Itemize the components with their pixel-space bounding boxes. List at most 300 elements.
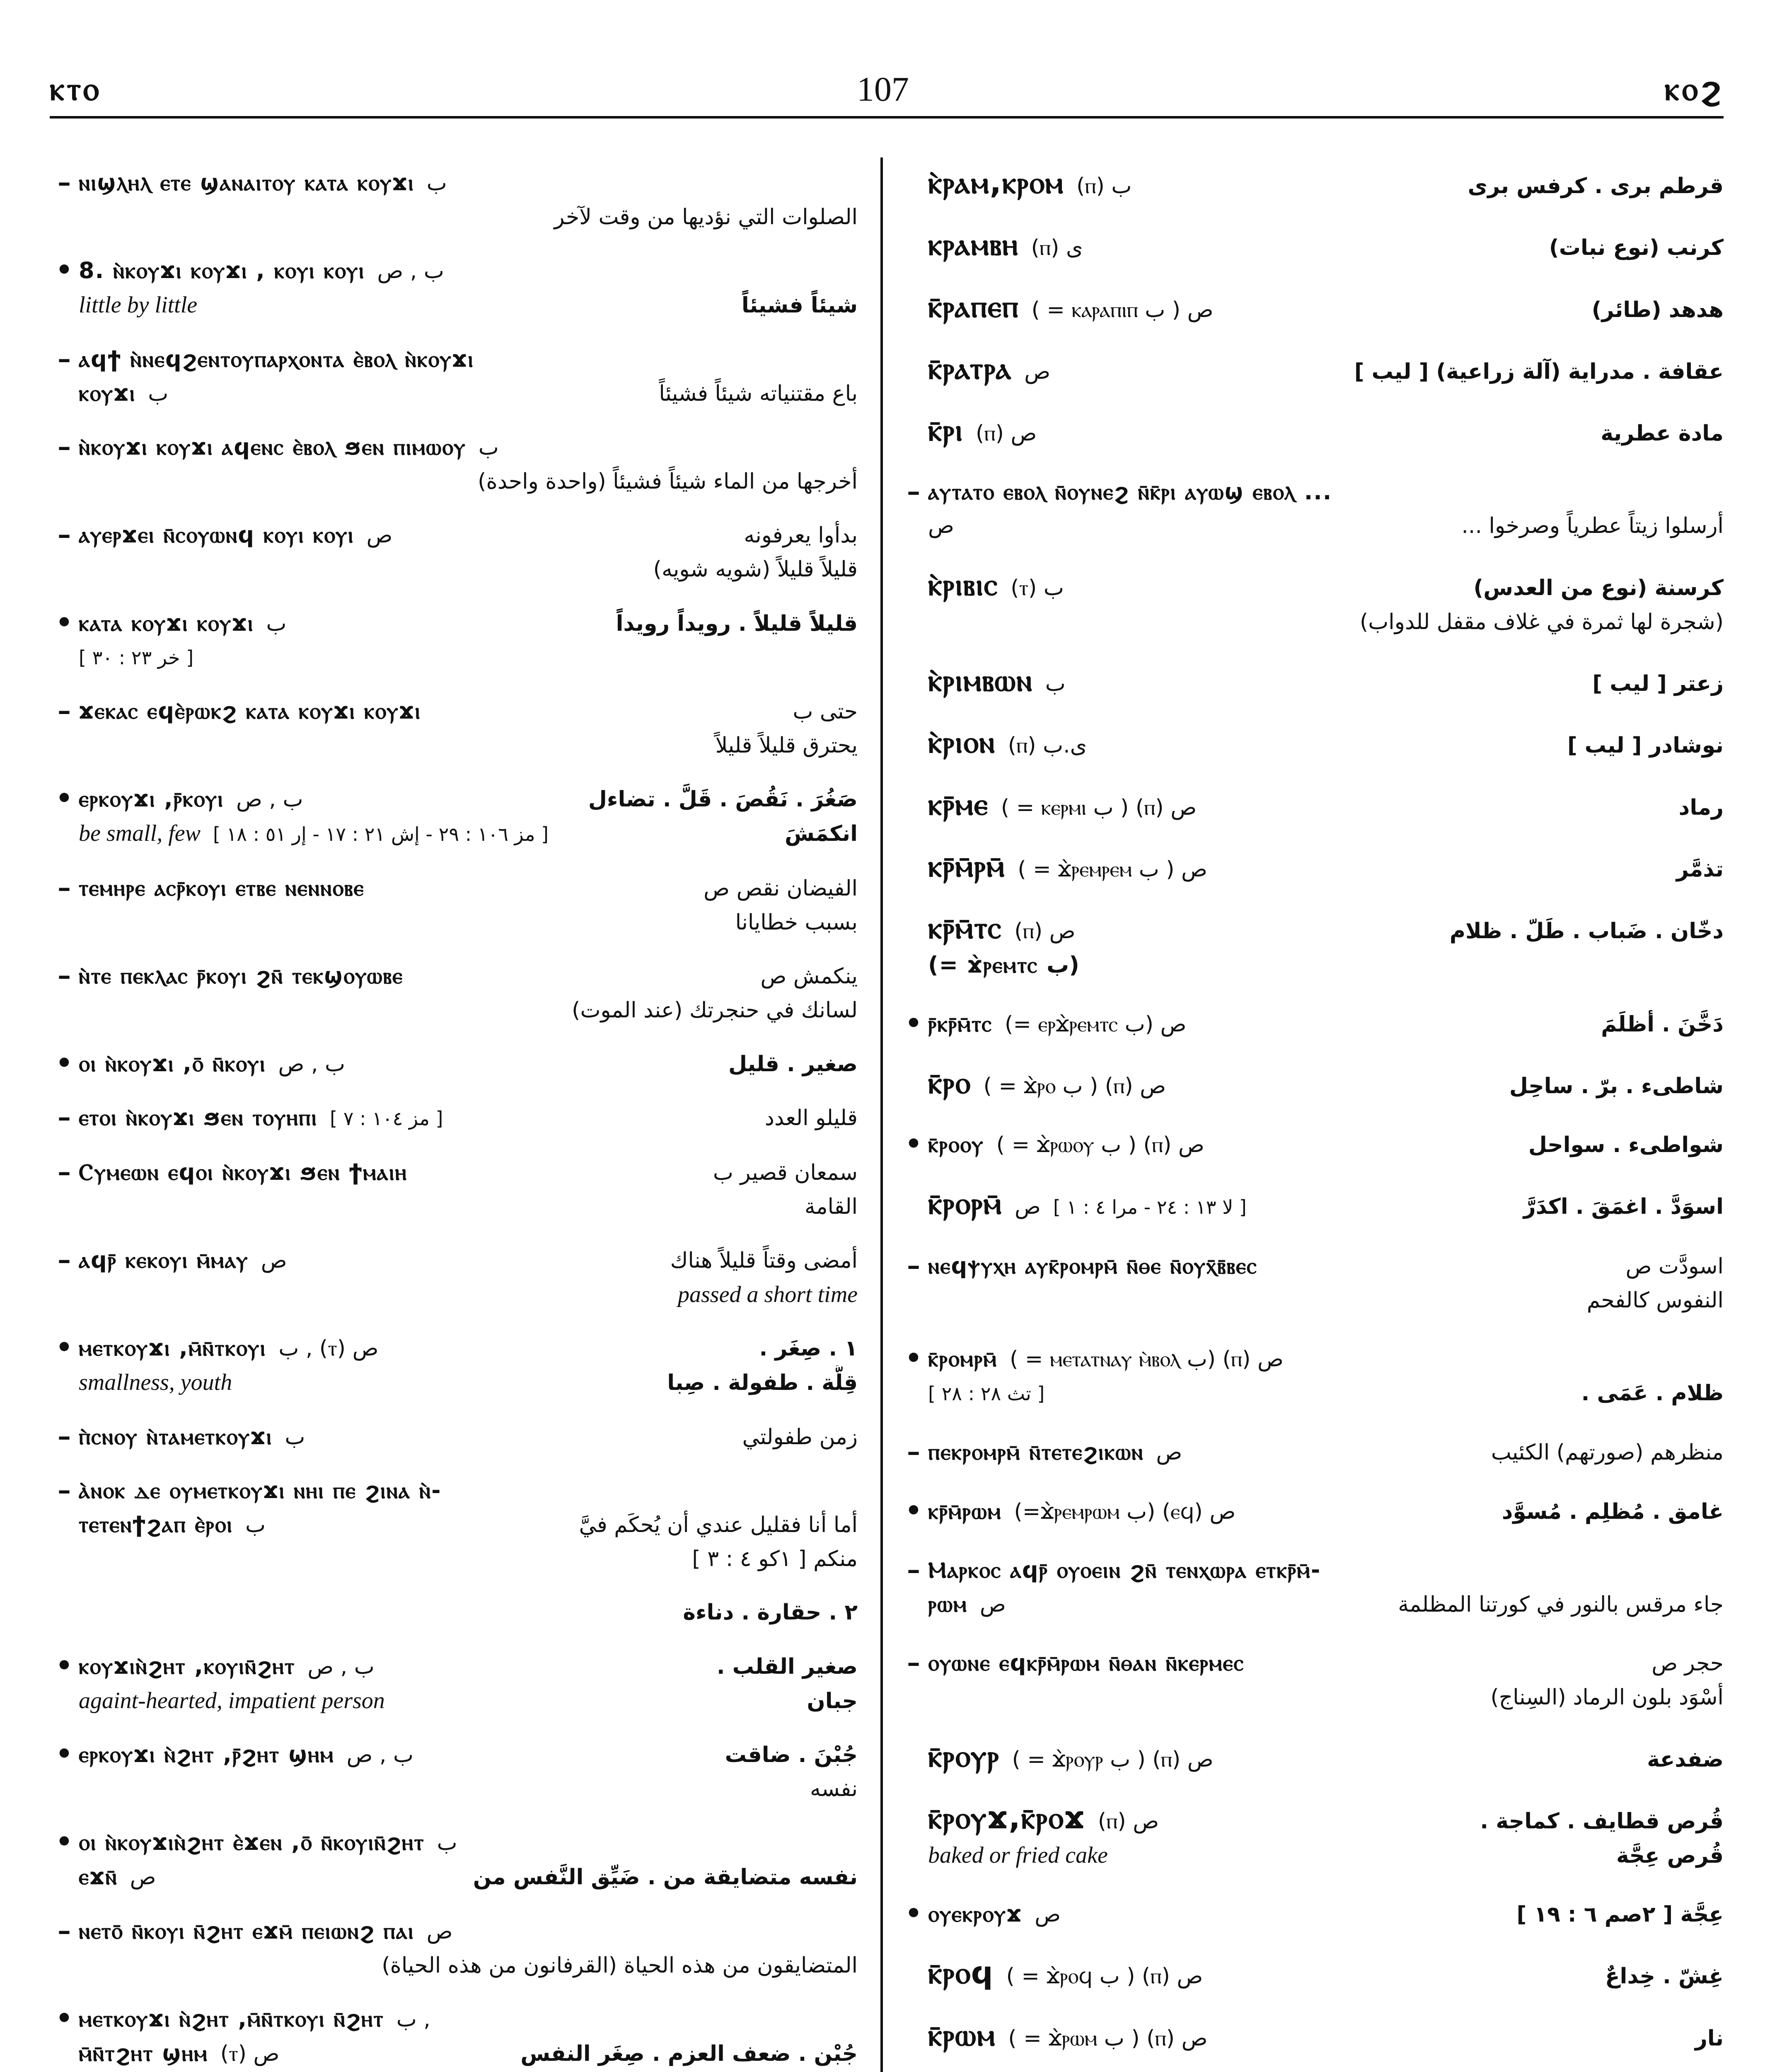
arabic-definition: قليلاً قليلاً (شويه شويه) — [653, 557, 858, 582]
left-entry — [50, 1738, 858, 1806]
right-entry — [899, 1739, 1724, 1777]
coptic-headword: ⲕ̀ⲣⲓⲃⲓⲥ — [928, 567, 999, 603]
bullet-marker: • — [56, 607, 73, 638]
arabic-definition: الصلوات التي نؤديها من وقت لآخر — [554, 205, 858, 230]
entry-line — [79, 1420, 858, 1454]
coptic-headword: ⲕ̄ⲣⲟ — [928, 1065, 971, 1101]
entry-body — [79, 1420, 858, 1454]
coptic-headword: ⲕ̀ⲣⲁⲙ,ⲕⲣⲟⲙ — [928, 166, 1064, 201]
dialect-marker: ب — [245, 1513, 266, 1537]
arabic-definition: لسانك في حنجرتك (عند الموت) — [572, 997, 858, 1023]
arabic-definition: شواطىء . سواحل — [1528, 1133, 1724, 1158]
entry-body — [928, 351, 1724, 389]
english-gloss: smallness, youth — [79, 1370, 232, 1396]
bullet-marker: • — [56, 254, 73, 286]
scripture-reference: [ خر ٢٣ : ٣٠ ] — [79, 646, 194, 669]
dialect-marker: ب , (ⲧ) ص — [278, 1336, 379, 1361]
entry-line — [79, 2002, 858, 2036]
arabic-definition: يحترق قليلاً قليلاً — [715, 733, 858, 758]
dialect-marker: ب , — [396, 2007, 430, 2032]
arabic-definition: كرنب (نوع نبات) — [1549, 235, 1724, 261]
dialect-marker: ( = ⲙⲉⲧⲁⲧⲛⲁⲩ ⲙ̀ⲃⲟⲗ ب) (ⲡ) ص — [1010, 1347, 1284, 1372]
coptic-headword: ⲕ̀ⲣⲓⲙⲃⲱⲛ — [928, 663, 1033, 699]
arabic-definition: قِلَّة . طفولة . صِبا — [667, 1370, 858, 1396]
entry-line — [928, 1553, 1724, 1587]
arabic-definition: نار — [1695, 2026, 1724, 2051]
arabic-definition: اسوَدَّ . اغمَقَ . اكدَرَّ — [1523, 1194, 1724, 1220]
dash-marker: – — [58, 1420, 71, 1452]
entry-line — [928, 166, 1724, 203]
bullet-marker: • — [56, 1332, 73, 1363]
arabic-definition: قرطم برى . كرفس برى — [1468, 174, 1724, 198]
coptic-headword: ⲕ̄ⲣⲟⲣⲙ̄ — [928, 1186, 1002, 1222]
entry-body — [928, 1435, 1724, 1469]
arabic-definition: نوشادر [ ليب ] — [1567, 733, 1724, 758]
arabic-definition: حتى ب — [793, 699, 858, 724]
left-entry — [50, 518, 858, 586]
scripture-reference: [ مز ١٠٤ : ٧ ] — [330, 1107, 443, 1130]
arabic-definition: كرسنة (نوع من العدس) — [1473, 575, 1724, 600]
entry-body — [928, 1739, 1724, 1777]
dialect-marker: (ⲡ) ص — [1014, 919, 1076, 944]
coptic-headword: ⲛⲓϣⲗⲏⲗ ⲉⲧⲉ ϣⲁⲛⲁⲓⲧⲟⲩ ⲕⲁⲧⲁ ⲕⲟⲩϫⲓ — [79, 169, 414, 196]
right-entry — [899, 475, 1724, 543]
entry-line — [928, 1956, 1724, 1993]
entry-body — [79, 518, 858, 586]
coptic-headword: ⲕ̄ⲣⲱⲙ — [928, 2018, 996, 2053]
left-entry — [50, 1155, 858, 1224]
dialect-marker: ( = ⲕⲉⲣⲙⲓ ب ) (ⲡ) ص — [1001, 795, 1197, 820]
entry-line — [79, 1365, 858, 1400]
dash-marker: – — [907, 476, 920, 507]
entry-body — [928, 1007, 1724, 1041]
right-entry — [899, 1801, 1724, 1873]
header-right-guide: ⲕⲟϩ — [1664, 70, 1724, 108]
coptic-headword: ⲕ̄ⲣⲟⲩϫ,ⲕ̄ⲣⲟϫ — [928, 1801, 1086, 1836]
dialect-marker: (ⲡ) ى — [1031, 235, 1083, 261]
right-entry — [899, 1342, 1724, 1411]
right-entry — [899, 1435, 1724, 1469]
dialect-marker: (ⲡ) ص — [976, 421, 1037, 446]
dialect-marker: ص — [979, 1592, 1006, 1617]
coptic-headword: ⲕⲣ̄ⲙⲉ — [928, 787, 989, 822]
entry-line — [79, 1155, 858, 1190]
coptic-headword: ⲉⲣⲕⲟⲩϫⲓ ⲛ̀ϩⲏⲧ ,ⲣ̄ϩⲏⲧ ϣⲏⲙ — [79, 1741, 334, 1767]
entry-line — [79, 518, 858, 552]
dialect-marker: (ⲧ) ب — [1011, 575, 1064, 600]
arabic-definition: هدهد (طائر) — [1591, 297, 1724, 322]
entry-body — [79, 1047, 858, 1081]
right-entry — [899, 787, 1724, 825]
dialect-marker: ص — [928, 513, 954, 539]
left-entry — [50, 430, 858, 499]
coptic-headword: ⲛ̀ⲕⲟⲩϫⲓ ⲕⲟⲩϫⲓ ⲁϥⲉⲛⲥ ⲉ̀ⲃⲟⲗ ϧⲉⲛ ⲡⲓⲙⲱⲟⲩ — [79, 433, 466, 460]
coptic-headword: ⲁϥⲣ̄ ⲕⲉⲕⲟⲩⲓ ⲙ̄ⲙⲁⲩ — [79, 1247, 249, 1273]
entry-line — [928, 1186, 1724, 1224]
dash-marker: – — [58, 1474, 71, 1506]
dash-marker: – — [58, 167, 71, 198]
arabic-definition: بدأوا يعرفونه — [744, 523, 858, 548]
dash-marker: – — [58, 695, 71, 726]
page-number: 107 — [856, 70, 909, 109]
bullet-marker: • — [905, 1343, 922, 1374]
entry-body — [928, 1494, 1724, 1529]
arabic-definition: غِشّ . خِداعٌ — [1605, 1964, 1724, 1989]
entry-line — [79, 1331, 858, 1365]
entry-line — [79, 465, 858, 499]
entry-line — [928, 1342, 1724, 1376]
entry-line — [79, 871, 858, 905]
entry-line — [928, 1128, 1724, 1162]
entry-body — [928, 1066, 1724, 1103]
left-entry — [50, 342, 858, 411]
english-gloss: be small, few — [79, 821, 201, 847]
arabic-definition: شيئاً فشيئاً — [741, 293, 858, 318]
right-entry — [899, 1646, 1724, 1714]
dialect-marker: (ⲡ) ص — [1098, 1808, 1159, 1834]
dash-marker: – — [907, 1647, 920, 1678]
left-entry — [50, 606, 858, 675]
entry-line — [928, 663, 1724, 701]
entry-line — [79, 1949, 858, 1982]
entry-body — [928, 849, 1724, 886]
right-entry — [899, 911, 1724, 982]
arabic-definition: صَغُرَ . نَقُصَ . قَلَّ . تضاءل — [588, 787, 858, 812]
coptic-headword: ⲧⲉⲧⲉⲛϯϩⲁⲡ ⲉ̀ⲣⲟⲓ — [79, 1511, 233, 1537]
entry-line — [928, 1680, 1724, 1714]
arabic-definition: دَخَّنَ . أظلَمَ — [1601, 1012, 1724, 1037]
arabic-definition: غامق . مُظلِم . مُسوَّد — [1501, 1499, 1724, 1524]
left-entry — [50, 1474, 858, 1576]
dash-marker: – — [907, 1436, 920, 1467]
arabic-definition: مادة عطرية — [1601, 421, 1724, 446]
entry-line — [928, 1587, 1724, 1622]
coptic-headword: ⲧⲉⲙⲏⲣⲉ ⲁⲥⲣ̄ⲕⲟⲩⲓ ⲉⲧⲃⲉ ⲛⲉⲛⲛⲟⲃⲉ — [79, 874, 365, 901]
right-entry — [899, 290, 1724, 327]
right-entry — [899, 413, 1724, 450]
entry-line — [79, 1738, 858, 1772]
entry-body — [928, 1897, 1724, 1932]
entry-line — [79, 959, 858, 993]
dialect-marker: ب — [1045, 671, 1066, 697]
entry-body — [79, 1914, 858, 1982]
arabic-definition: الفيضان نقص ص — [704, 876, 858, 901]
dash-marker: – — [58, 431, 71, 462]
entry-line — [79, 1190, 858, 1224]
arabic-definition: أما أنا فقليل عندي أن يُحكَم فيَّ — [579, 1513, 858, 1537]
dash-marker: – — [58, 1156, 71, 1187]
arabic-definition: حجر ص — [1651, 1651, 1724, 1676]
entry-body — [928, 1801, 1724, 1873]
coptic-headword: ⲕ̄ⲣⲟⲙⲣⲙ̄ — [928, 1346, 998, 1372]
entry-body — [928, 290, 1724, 327]
entry-body — [79, 959, 858, 1027]
arabic-definition: نفسه — [810, 1776, 858, 1801]
right-entry — [899, 1956, 1724, 1993]
entry-body — [928, 568, 1724, 639]
entry-body — [79, 1738, 858, 1806]
entry-line — [79, 1914, 858, 1949]
entry-line — [79, 905, 858, 939]
bullet-marker: • — [56, 783, 73, 814]
entry-body — [928, 787, 1724, 825]
dialect-marker: (ⲧ) ص — [220, 2041, 280, 2066]
arabic-definition: عِجَّة [ ٢صم ٦ : ١٩ ] — [1516, 1902, 1724, 1927]
coptic-headword: ⲕⲣ̄ⲙ̄ⲣⲙ̄ — [928, 849, 1006, 884]
entry-line — [79, 430, 858, 465]
dialect-marker: ب — [266, 611, 287, 636]
coptic-headword: ⲟⲩⲱⲛⲉ ⲉϥⲕⲣ̄ⲙ̄ⲣⲱⲙ ⲛ̄ⲑⲁⲛ ⲛ̄ⲕⲉⲣⲙⲉⲥ — [928, 1650, 1245, 1676]
entry-line — [79, 200, 858, 234]
entry-body — [79, 1243, 858, 1312]
arabic-definition: سمعان قصير ب — [713, 1160, 858, 1185]
coptic-headword: ϫⲉⲕⲁⲥ ⲉϥⲉ̀ⲣⲱⲕϩ ⲕⲁⲧⲁ ⲕⲟⲩϫⲓ ⲕⲟⲩϫⲓ — [79, 697, 421, 724]
arabic-definition: جُبْنَ . ضاقت — [725, 1742, 858, 1767]
dash-marker: – — [907, 1554, 920, 1585]
arabic-definition: قليلاً قليلاً . رويداً رويداً — [616, 611, 858, 636]
entry-line — [79, 1101, 858, 1135]
left-entry — [50, 1420, 858, 1454]
dialect-marker: ب — [148, 381, 169, 406]
entry-line — [79, 1772, 858, 1806]
entry-line — [928, 1249, 1724, 1283]
dialect-marker: (=ϫ̀ⲣⲉⲙⲣⲱⲙ ب) (ⲉϥ) ص — [1014, 1499, 1236, 1524]
arabic-definition: نفسه متضايقة من . ضَيِّق النَّفس من — [473, 1865, 858, 1890]
coptic-headword: ⲕⲁⲧⲁ ⲕⲟⲩϫⲓ ⲕⲟⲩϫⲓ — [79, 610, 254, 636]
coptic-headword: ⲉⲧⲟⲓ ⲛ̀ⲕⲟⲩϫⲓ ϧⲉⲛ ⲧⲟⲩⲏⲡⲓ — [79, 1104, 318, 1131]
coptic-headword: ⲕⲟⲩϫⲓⲛ̀ϩⲏⲧ ,ⲕⲟⲩⲓⲛ̄ϩⲏⲧ — [79, 1653, 295, 1679]
bullet-marker: • — [905, 1898, 922, 1929]
coptic-headword: ⲛ̀ⲧⲉ ⲡⲉⲕⲗⲁⲥ ⲣ̄ⲕⲟⲩⲓ ϩⲛ̄ ⲧⲉⲕϣⲟⲩⲱⲃⲉ — [79, 962, 404, 989]
entry-line — [928, 1066, 1724, 1103]
arabic-definition: ضفدعة — [1647, 1747, 1724, 1772]
coptic-headword: ⲟⲩⲉⲕⲣⲟⲩϫ — [928, 1901, 1023, 1927]
dialect-marker: ب , ص — [307, 1654, 375, 1679]
arabic-definition: انكمَشَ — [785, 821, 858, 847]
left-entry — [50, 871, 858, 939]
left-entry — [50, 1243, 858, 1312]
entry-line — [79, 1860, 858, 1894]
bullet-marker: • — [56, 1826, 73, 1858]
entry-line — [79, 342, 858, 376]
entry-body — [928, 663, 1724, 701]
arabic-definition: زعتر [ ليب ] — [1592, 671, 1724, 697]
entry-body — [79, 1101, 858, 1135]
dialect-marker: ( = ϫ̀ⲣⲉⲙⲣⲉⲙ ب ) ص — [1018, 857, 1207, 882]
entry-line — [928, 605, 1724, 639]
entry-line — [928, 475, 1724, 509]
dialect-marker: ص — [1014, 1194, 1041, 1220]
entry-line — [928, 1007, 1724, 1041]
dialect-marker: ص — [261, 1248, 287, 1273]
entry-body — [79, 342, 858, 411]
arabic-definition: ٢ . حقارة . دناءة — [683, 1600, 858, 1625]
entry-line — [79, 782, 858, 816]
entry-body — [79, 871, 858, 939]
dash-marker: – — [58, 519, 71, 550]
scripture-reference: [ مز ١٠٦ : ٢٩ - إش ٢١ : ١٧ - إر ٥١ : ١٨ ] — [213, 823, 549, 846]
coptic-headword: ⲕ̄ⲣⲁⲡⲉⲡ — [928, 289, 1019, 324]
dialect-marker: ( = ϫ̀ⲣⲱⲟⲩ ب ) (ⲡ) ص — [996, 1133, 1204, 1158]
arabic-definition: قُرص عِجَّة — [1616, 1843, 1724, 1868]
arabic-definition: قليلو العدد — [764, 1106, 858, 1131]
entry-line — [928, 948, 1724, 982]
arabic-definition: صغير . قليل — [728, 1052, 858, 1077]
entry-body — [928, 2018, 1724, 2055]
arabic-definition: قُرص قطايف . كماجة . — [1480, 1808, 1724, 1834]
coptic-headword: ⲉϫⲛ̄ — [79, 1864, 118, 1890]
coptic-headword: ⲛⲉⲧⲟ̄ ⲛ̄ⲕⲟⲩⲓ ⲛ̄ϩⲏⲧ ⲉϫⲙ̄ ⲡⲉⲓⲱⲛϩ ⲡⲁⲓ — [79, 1917, 414, 1944]
scripture-reference: [ تث ٢٨ : ٢٨ ] — [928, 1382, 1045, 1405]
entry-body — [928, 1128, 1724, 1162]
entry-line — [79, 1243, 858, 1278]
entry-line — [79, 2036, 858, 2071]
entry-body — [79, 1155, 858, 1224]
entry-line — [928, 1646, 1724, 1680]
arabic-definition: منظرهم (صورتهم) الكئيب — [1491, 1440, 1724, 1465]
coptic-headword: (= ϫ̀ⲣⲉⲙⲧⲥ ب) — [928, 952, 1080, 978]
entry-body — [928, 911, 1724, 982]
dialect-marker: ( = ϫ̀ⲣⲟϥ ب ) (ⲡ) ص — [1006, 1964, 1203, 1989]
coptic-headword: ⲕ̀ⲣⲓⲟⲛ — [928, 725, 996, 760]
entry-body — [79, 782, 858, 851]
dash-marker: – — [58, 1244, 71, 1276]
arabic-definition: ١ . صِغَر . — [759, 1336, 858, 1361]
arabic-definition: جبان — [807, 1688, 858, 1714]
entry-body — [79, 430, 858, 499]
entry-line — [928, 290, 1724, 327]
coptic-headword: ⲡⲉⲕⲣⲟⲙⲣⲙ̄ ⲛ̄ⲧⲉⲧⲉϩⲓⲕⲱⲛ — [928, 1439, 1144, 1465]
entry-body — [928, 1646, 1724, 1714]
arabic-definition: رماد — [1678, 795, 1724, 820]
arabic-definition: (شجرة لها ثمرة في غلاف مقفل للدواب) — [1360, 609, 1724, 634]
entry-line — [79, 1047, 858, 1081]
header-left-guide: ⲕⲧⲟ — [50, 70, 102, 108]
entry-line — [79, 993, 858, 1027]
arabic-definition: أسْوَد بلون الرماد (السِناج) — [1490, 1685, 1724, 1710]
coptic-headword: 8. ⲛ̀ⲕⲟⲩϫⲓ ⲕⲟⲩϫⲓ , ⲕⲟⲩⲓ ⲕⲟⲩⲓ — [79, 257, 365, 284]
entry-line — [928, 725, 1724, 762]
right-entry — [899, 1553, 1724, 1622]
coptic-headword: ⲕ̄ⲣⲟⲟⲩ — [928, 1131, 984, 1158]
entry-line — [79, 729, 858, 762]
left-entry — [50, 1914, 858, 1982]
left-entry — [50, 2002, 858, 2072]
right-entry — [899, 228, 1724, 265]
coptic-headword: ⲁⲩⲉⲣϫⲉⲓ ⲛ̄ⲥⲟⲩⲱⲛϥ ⲕⲟⲩⲓ ⲕⲟⲩⲓ — [79, 522, 354, 548]
dialect-marker: ( = ϫ̀ⲣⲟ ب ) (ⲡ) ص — [983, 1073, 1166, 1099]
english-gloss: againt-hearted, impatient person — [79, 1687, 385, 1714]
dialect-marker: ص — [1024, 359, 1051, 384]
entry-line — [79, 641, 858, 675]
page-header — [50, 62, 1724, 119]
arabic-definition: باع مقتنياته شيئاً فشيئاً — [659, 381, 858, 406]
coptic-headword: ⲕ̄ⲣⲁⲧⲣⲁ — [928, 351, 1012, 386]
arabic-definition: عقافة . مدراية (آلة زراعية) [ ليب ] — [1354, 359, 1724, 384]
coptic-headword: ⲕ̄ⲣⲟϥ — [928, 1956, 994, 1991]
left-entry — [50, 1101, 858, 1135]
entry-body — [79, 1331, 858, 1400]
entry-body — [928, 228, 1724, 265]
dash-marker: – — [58, 343, 71, 374]
left-entry — [50, 1825, 858, 1894]
left-entry — [50, 959, 858, 1027]
dash-marker: – — [58, 1915, 71, 1946]
arabic-definition: شاطىء . برّ . ساحِل — [1509, 1073, 1724, 1099]
arabic-definition: زمن طفولتي — [742, 1424, 858, 1450]
right-entry — [899, 351, 1724, 389]
entry-line — [928, 911, 1724, 948]
arabic-definition: جاء مرقس بالنور في كورتنا المظلمة — [1398, 1592, 1724, 1617]
entry-body — [79, 1474, 858, 1576]
arabic-definition: بسبب خطايانا — [735, 910, 858, 935]
entry-line — [79, 1278, 858, 1312]
entry-body — [79, 2002, 858, 2072]
coptic-headword: ⲁⲩⲧⲁⲧⲟ ⲉⲃⲟⲗ ⲛ̄ⲟⲩⲛⲉϩ ⲛ̄ⲕ̄ⲣⲓ ⲁⲩⲱϣ ⲉⲃⲟⲗ ... — [928, 479, 1332, 505]
coptic-headword: ⲁϥϯ ⲛ̀ⲛⲉϥϩⲉⲛⲧⲟⲩⲡⲁⲣⲭⲟⲛⲧⲁ ⲉ̀ⲃⲟⲗ ⲛ̀ⲕⲟⲩϫⲓ — [79, 346, 474, 372]
dash-marker: – — [58, 959, 71, 991]
english-gloss: little by little — [79, 292, 198, 318]
entry-line — [928, 413, 1724, 450]
right-entry — [899, 1897, 1724, 1932]
entry-line — [928, 1376, 1724, 1411]
dialect-marker: ب — [426, 171, 447, 196]
entry-line — [928, 1838, 1724, 1873]
entry-line — [79, 288, 858, 322]
dialect-marker: ( = ⲕⲁⲣⲁⲡⲓⲡ ب ) ص — [1031, 297, 1214, 322]
dash-marker: – — [58, 1101, 71, 1133]
entry-line — [928, 849, 1724, 886]
dialect-marker: ب — [437, 1830, 457, 1856]
dialect-marker: ب — [478, 435, 499, 460]
scripture-reference: [ لا ١٣ : ٢٤ - مرا ٤ : ١ ] — [1053, 1196, 1247, 1219]
coptic-headword: ⲉⲣⲕⲟⲩϫⲓ ,ⲣ̄ⲕⲟⲩⲓ — [79, 786, 224, 812]
coptic-headword: ⲕⲟⲩϫⲓ — [79, 380, 136, 406]
left-entry — [50, 1595, 858, 1629]
entry-line — [79, 552, 858, 586]
right-entry — [899, 568, 1724, 639]
coptic-headword: ⲙ̄ⲛ̄ⲧϩⲏⲧ ϣⲏⲙ — [79, 2040, 208, 2066]
entry-body — [79, 606, 858, 675]
dialect-marker: ب , ص — [278, 1052, 345, 1077]
entry-line — [928, 1897, 1724, 1932]
entry-line — [79, 1825, 858, 1860]
coptic-headword: Ⲥⲩⲙⲉⲱⲛ ⲉϥⲟⲓ ⲛ̀ⲕⲟⲩϫⲓ ϧⲉⲛ ϯⲙⲁⲓⲏ — [79, 1159, 408, 1185]
coptic-headword: ⲕ̄ⲣⲟⲩⲣ — [928, 1739, 1000, 1774]
dash-marker: – — [907, 1249, 920, 1281]
entry-body — [928, 166, 1724, 203]
bullet-marker: • — [56, 1738, 73, 1769]
entry-line — [928, 228, 1724, 265]
arabic-definition: صغير القلب . — [716, 1654, 858, 1679]
left-entry — [50, 694, 858, 762]
entry-body — [928, 1186, 1724, 1224]
entry-line — [79, 166, 858, 200]
entry-line — [79, 1595, 858, 1629]
dialect-marker: ص — [1035, 1902, 1061, 1927]
dialect-marker: ص — [130, 1865, 156, 1890]
entry-line — [928, 1801, 1724, 1838]
entry-body — [79, 1825, 858, 1894]
dialect-marker: (ⲡ) ى.ب — [1008, 733, 1087, 758]
dialect-marker: ص — [1156, 1440, 1182, 1465]
entry-body — [79, 1595, 858, 1629]
left-entry — [50, 782, 858, 851]
left-entry — [50, 1331, 858, 1400]
entry-line — [79, 816, 858, 851]
entry-body — [928, 1342, 1724, 1411]
coptic-headword: ⲕⲣ̄ⲙ̄ⲣⲱⲙ — [928, 1498, 1002, 1524]
